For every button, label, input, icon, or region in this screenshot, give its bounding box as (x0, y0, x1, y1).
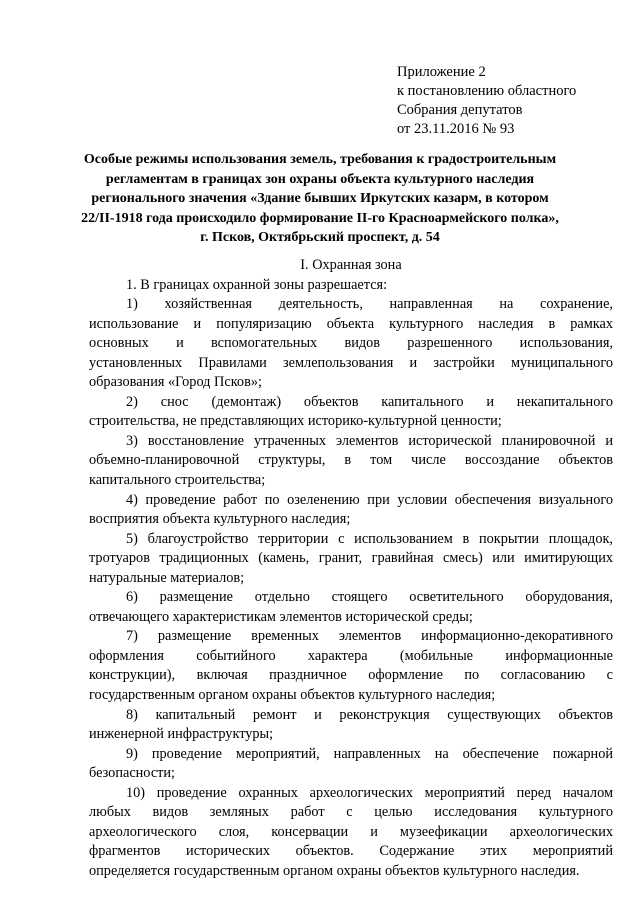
appendix-block (397, 63, 576, 139)
list-item-line: археологического слоя, консервации и музеефикации археологических (89, 823, 613, 840)
section-intro: 1. В границах охранной зоны разрешается: (126, 276, 388, 293)
list-item-line: оформления событийного характера (мобильные информационные (89, 647, 613, 664)
appendix-line: Собрания депутатов (397, 102, 523, 118)
section-heading: I. Охранная зона (300, 257, 402, 273)
list-item-line: 1) хозяйственная деятельность, направленная на сохранение, (126, 296, 613, 313)
list-item-line: 10) проведение охранных археологических мероприятий перед началом (126, 784, 613, 801)
list-item-line: натуральные материалов; (89, 569, 245, 586)
list-item-line: 8) капитальный ремонт и реконструкция существующих объектов (126, 706, 613, 723)
list-item-line: объемно-планировочной структуры, в том числе воссоздание объектов (89, 452, 613, 469)
list-item-line: строительства, не представляющих историко-культурной ценности; (89, 413, 502, 430)
appendix-line: к постановлению областного (397, 83, 577, 99)
title-line: 22/II-1918 года происходило формирование II-го Красноармейского полка», (81, 210, 559, 226)
list-item-line: отвечающего характеристикам элементов исторической среды; (89, 608, 473, 625)
list-item (89, 627, 613, 705)
list-item (89, 588, 613, 627)
item-list (89, 295, 613, 881)
list-item (89, 530, 613, 589)
list-item-line: 5) благоустройство территории с использованием в покрытии площадок, (126, 530, 613, 547)
list-item-line: 9) проведение мероприятий, направленных на обеспечение пожарной (126, 745, 613, 762)
list-item (89, 432, 613, 491)
list-item-line: использование и популяризацию объекта культурного наследия в рамках (89, 315, 613, 332)
list-item-line: 6) размещение отдельно стоящего осветительного оборудования, (126, 589, 613, 606)
title-line: регионального значения «Здание бывших Иркутских казарм, в котором (91, 191, 549, 207)
list-item (89, 491, 613, 530)
list-item-line: определяется государственным органом охраны объектов культурного наследия. (89, 862, 580, 879)
document-body (89, 256, 613, 882)
appendix-line: Приложение 2 (397, 64, 486, 80)
list-item-line: конструкции), включая праздничное оформление по согласованию с (89, 667, 613, 684)
list-item (89, 393, 613, 432)
list-item-line: безопасности; (89, 765, 176, 782)
list-item-line: инженерной инфраструктуры; (89, 726, 274, 743)
list-item (89, 706, 613, 745)
list-item (89, 784, 613, 882)
title-line: Особые режимы использования земель, требования к градостроительным (83, 152, 557, 167)
list-item-line: тротуаров традиционных (камень, гранит, гравийная смесь) или имитирующих (89, 550, 613, 567)
title-line: регламентам в границах зон охраны объекта культурного наследия (105, 171, 535, 187)
list-item-line: фрагментов исторических объектов. Содержание этих мероприятий (89, 843, 613, 860)
title-line: г. Псков, Октябрьский проспект, д. 54 (200, 230, 440, 246)
appendix-line: от 23.11.2016 № 93 (397, 121, 515, 137)
list-item (89, 295, 613, 393)
list-item-line: 3) восстановление утраченных элементов исторической планировочной и (126, 432, 613, 449)
list-item-line: государственным органом охраны объектов культурного наследия; (89, 687, 496, 704)
list-item-line: 2) снос (демонтаж) объектов капитального и некапитального (126, 393, 613, 410)
list-item-line: 4) проведение работ по озеленению при условии обеспечения визуального (126, 491, 613, 508)
list-item (89, 745, 613, 784)
list-item-line: любых видов земляных работ с целью исследования культурного (89, 804, 613, 821)
list-item-line: установленных Правилами землепользования и застройки муниципального (89, 354, 613, 371)
list-item-line: 7) размещение временных элементов информационно-декоративного (126, 628, 613, 645)
list-item-line: капитального строительства; (89, 472, 266, 489)
list-item-line: образования «Город Псков»; (89, 374, 262, 391)
list-item-line: основных и вспомогательных видов разрешенного использования, (89, 335, 613, 352)
document-title (80, 150, 560, 248)
list-item-line: восприятия объекта культурного наследия; (89, 511, 351, 528)
